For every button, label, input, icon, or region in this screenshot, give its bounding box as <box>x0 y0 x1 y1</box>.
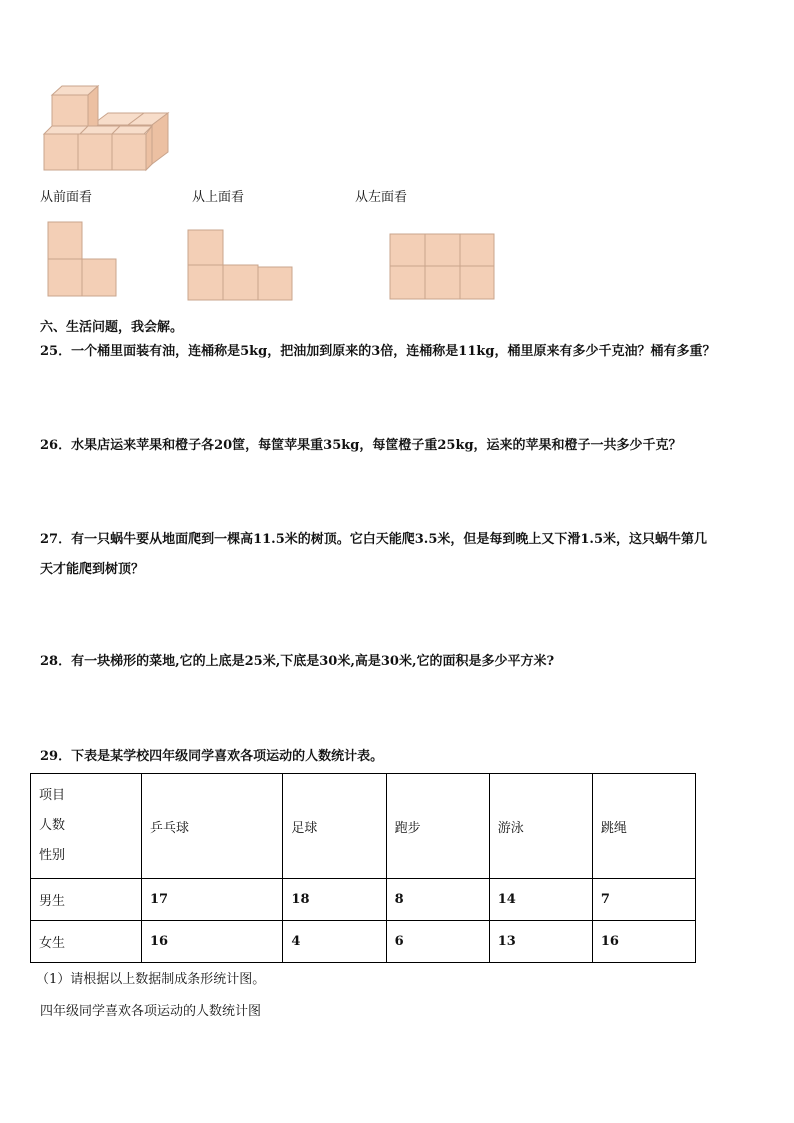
front-view-figure <box>46 220 120 300</box>
table-row <box>31 879 696 921</box>
row-label: 女生 <box>31 921 142 963</box>
sports-stats-table <box>30 773 696 963</box>
table-cell: 4 <box>283 921 386 963</box>
top-view-figure <box>186 228 296 302</box>
cube-arrangement-figure <box>40 80 175 175</box>
question-25: 25．一个桶里面装有油，连桶称是5kg，把油加到原来的3倍，连桶称是11kg，桶里原来有多少千克油？桶有多重？ <box>40 344 716 359</box>
table-corner-header <box>31 774 142 879</box>
sport-header: 跳绳 <box>592 774 695 879</box>
table-header-row <box>31 774 696 879</box>
table-cell: 13 <box>489 921 592 963</box>
sub-question-1: （1）请根据以上数据制成条形统计图。 <box>36 972 266 987</box>
table-cell: 6 <box>386 921 489 963</box>
table-cell: 14 <box>489 879 592 921</box>
sport-header: 跑步 <box>386 774 489 879</box>
left-view-label: 从左面看 <box>355 190 408 205</box>
table-cell: 17 <box>142 879 283 921</box>
question-29: 29．下表是某学校四年级同学喜欢各项运动的人数统计表。 <box>40 749 384 764</box>
question-27-line1: 27．有一只蜗牛要从地面爬到一棵高11.5米的树顶。它白天能爬3.5米，但是每到晚上又下滑1.5米，这只蜗牛第几 <box>40 532 707 547</box>
row-label: 男生 <box>31 879 142 921</box>
question-27-line2: 天才能爬到树顶？ <box>40 562 145 577</box>
top-view-label: 从上面看 <box>192 190 245 205</box>
corner-label-count: 人数 <box>39 818 66 833</box>
table-cell: 7 <box>592 879 695 921</box>
table-cell: 16 <box>592 921 695 963</box>
chart-title: 四年级同学喜欢各项运动的人数统计图 <box>40 1004 262 1019</box>
question-26: 26．水果店运来苹果和橙子各20筐，每筐苹果重35kg，每筐橙子重25kg，运来的苹果和橙子一共多少千克？ <box>40 438 682 453</box>
left-view-figure <box>388 232 498 302</box>
table-row <box>31 921 696 963</box>
question-28: 28．有一块梯形的菜地,它的上底是25米,下底是30米,高是30米,它的面积是多少平方米? <box>40 654 555 669</box>
table-cell: 8 <box>386 879 489 921</box>
corner-label-item: 项目 <box>39 788 66 803</box>
table-cell: 16 <box>142 921 283 963</box>
corner-label-gender: 性别 <box>39 848 66 863</box>
sport-header: 乒乓球 <box>142 774 283 879</box>
section-title: 六、生活问题，我会解。 <box>40 320 184 335</box>
sport-header: 游泳 <box>489 774 592 879</box>
table-cell: 18 <box>283 879 386 921</box>
sport-header: 足球 <box>283 774 386 879</box>
front-view-label: 从前面看 <box>40 190 93 205</box>
